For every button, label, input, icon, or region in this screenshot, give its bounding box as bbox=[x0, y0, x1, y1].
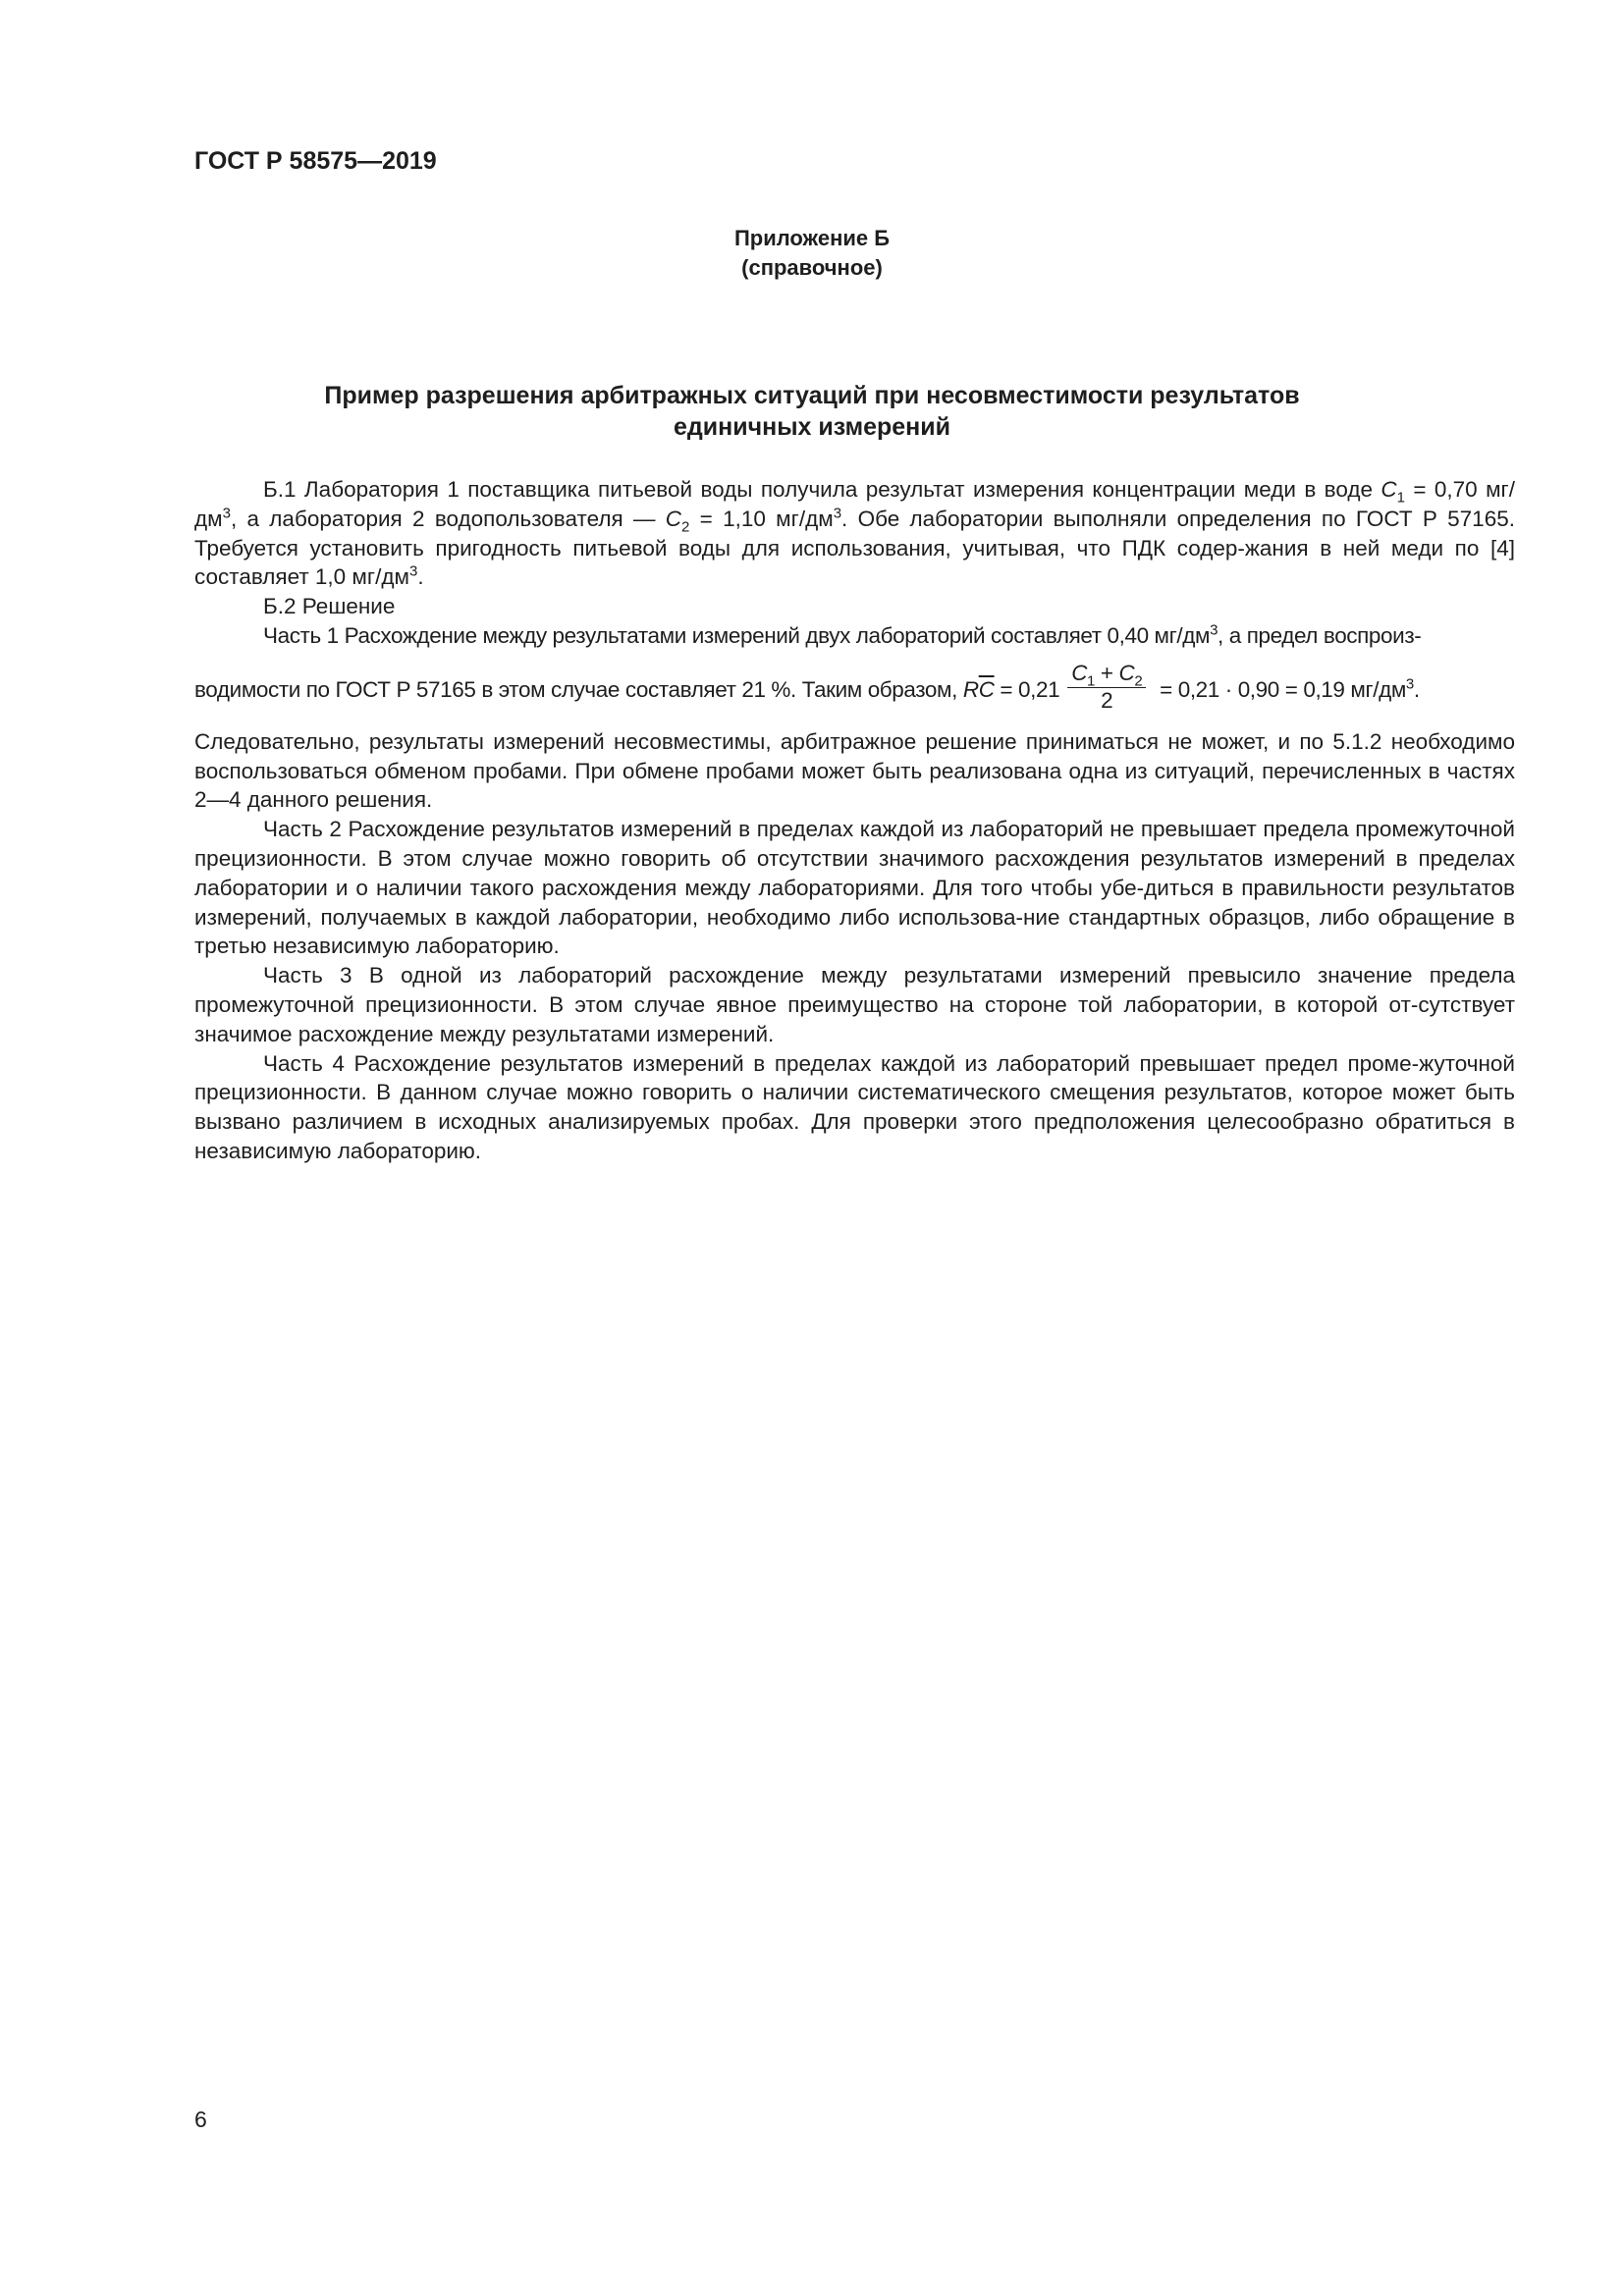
text-run: Б.1 Лаборатория 1 поставщика питьевой воды получила результат измерения концентрации меди в воде bbox=[263, 477, 1381, 502]
appendix-title: Приложение Б bbox=[733, 226, 891, 250]
paragraph-conclusion: Следовательно, результаты измерений несовместимы, арбитражное решение приниматься не может, и по 5.1.2 необходимо воспользоваться обменом пробами. При обмене пробами может быть реализована одна из ситуаций, перечисленных в частях 2—4 данного решения. bbox=[194, 728, 1515, 813]
plus-sign: + bbox=[1095, 660, 1119, 685]
symbol-c1: C bbox=[1071, 660, 1088, 685]
text-run: = 0,70 мг/дм bbox=[194, 477, 1515, 531]
text-run: , а предел воспроиз- bbox=[1218, 622, 1422, 648]
fraction-numerator bbox=[1067, 661, 1146, 688]
symbol-c2: C bbox=[1118, 660, 1135, 685]
text-run: . Обе лаборатории выполняли определения по ГОСТ Р 57165. Требуется установить пригодность питьевой воды для использования, учитывая, что ПДК содер-жания в ней меди по [4] составляет 1,0 мг/дм bbox=[194, 506, 1515, 590]
subscript: 2 bbox=[1134, 672, 1143, 690]
formula-line bbox=[194, 660, 1515, 718]
text-run: . bbox=[1413, 676, 1420, 702]
section-title-line-2: единичных измерений bbox=[673, 413, 950, 441]
section-title-line-1: Пример разрешения арбитражных ситуаций при несовместимости результатов bbox=[324, 382, 1300, 409]
appendix-type: (справочное) bbox=[741, 255, 883, 280]
paragraph-part4: Часть 4 Расхождение результатов измерений в пределах каждой из лабораторий превышает предел проме-жуточной прецизионности. В данном случае можно говорить о наличии систематического смещения результатов, которое может быть вызвано различием в исходных анализируемых пробах. Для проверки этого предположения целесообразно обратиться в независимую лабораторию. bbox=[194, 1050, 1515, 1163]
document-body bbox=[194, 475, 1515, 1166]
superscript: 3 bbox=[833, 505, 842, 522]
section-title bbox=[295, 380, 1329, 443]
subscript: 2 bbox=[681, 518, 690, 536]
text-run: водимости по ГОСТ Р 57165 в этом случае составляет 21 %. Таким образом, bbox=[194, 676, 963, 702]
paragraph-part1 bbox=[194, 621, 1515, 651]
superscript: 3 bbox=[408, 562, 418, 580]
symbol-c-bar: $\overline{C}$ bbox=[978, 676, 995, 702]
symbol-r: R bbox=[962, 676, 979, 702]
text-run: , а лаборатория 2 водопользователя — bbox=[230, 506, 666, 531]
text-run: Часть 1 Расхождение между результатами измерений двух лабораторий составляет 0,40 мг/дм bbox=[263, 622, 1211, 648]
paragraph-b1 bbox=[194, 475, 1515, 592]
symbol-c1: C bbox=[1380, 477, 1397, 502]
paragraph-b2: Б.2 Решение bbox=[263, 594, 396, 619]
text-run: . bbox=[417, 564, 424, 590]
subscript: 1 bbox=[1087, 672, 1095, 690]
superscript: 3 bbox=[1405, 675, 1414, 693]
symbol-c2: C bbox=[665, 506, 681, 531]
fraction bbox=[1067, 661, 1146, 714]
page-number: 6 bbox=[194, 2107, 207, 2132]
paragraph-part3: Часть 3 В одной из лабораторий расхождение между результатами измерений превысило значение предела промежуточной прецизионности. В этом случае явное преимущество на стороне той лаборатории, в которой от-сутствует значимое расхождение между результатами измерений. bbox=[194, 963, 1515, 1046]
subscript: 1 bbox=[1396, 489, 1405, 507]
text-run: = 0,21 · 0,90 = 0,19 мг/дм bbox=[1154, 676, 1406, 702]
text-run: = 1,10 мг/дм bbox=[689, 506, 834, 531]
superscript: 3 bbox=[1210, 621, 1218, 639]
appendix-heading bbox=[0, 224, 1624, 283]
fraction-denominator: 2 bbox=[1101, 687, 1113, 713]
text-run: = 0,21 bbox=[994, 676, 1060, 702]
superscript: 3 bbox=[222, 505, 231, 522]
document-code: ГОСТ Р 58575—2019 bbox=[194, 147, 437, 175]
paragraph-part2: Часть 2 Расхождение результатов измерений в пределах каждой из лабораторий не превышает предела промежуточной прецизионности. В этом случае можно говорить об отсутствии значимого расхождения результатов измерений в пределах лаборатории и о наличии такого расхождения между лабораториями. Для того чтобы убе-диться в правильности результатов измерений, получаемых в каждой лаборатории, необходимо либо использова-ние стандартных образцов, либо обращение в третью независимую лабораторию. bbox=[194, 817, 1515, 959]
